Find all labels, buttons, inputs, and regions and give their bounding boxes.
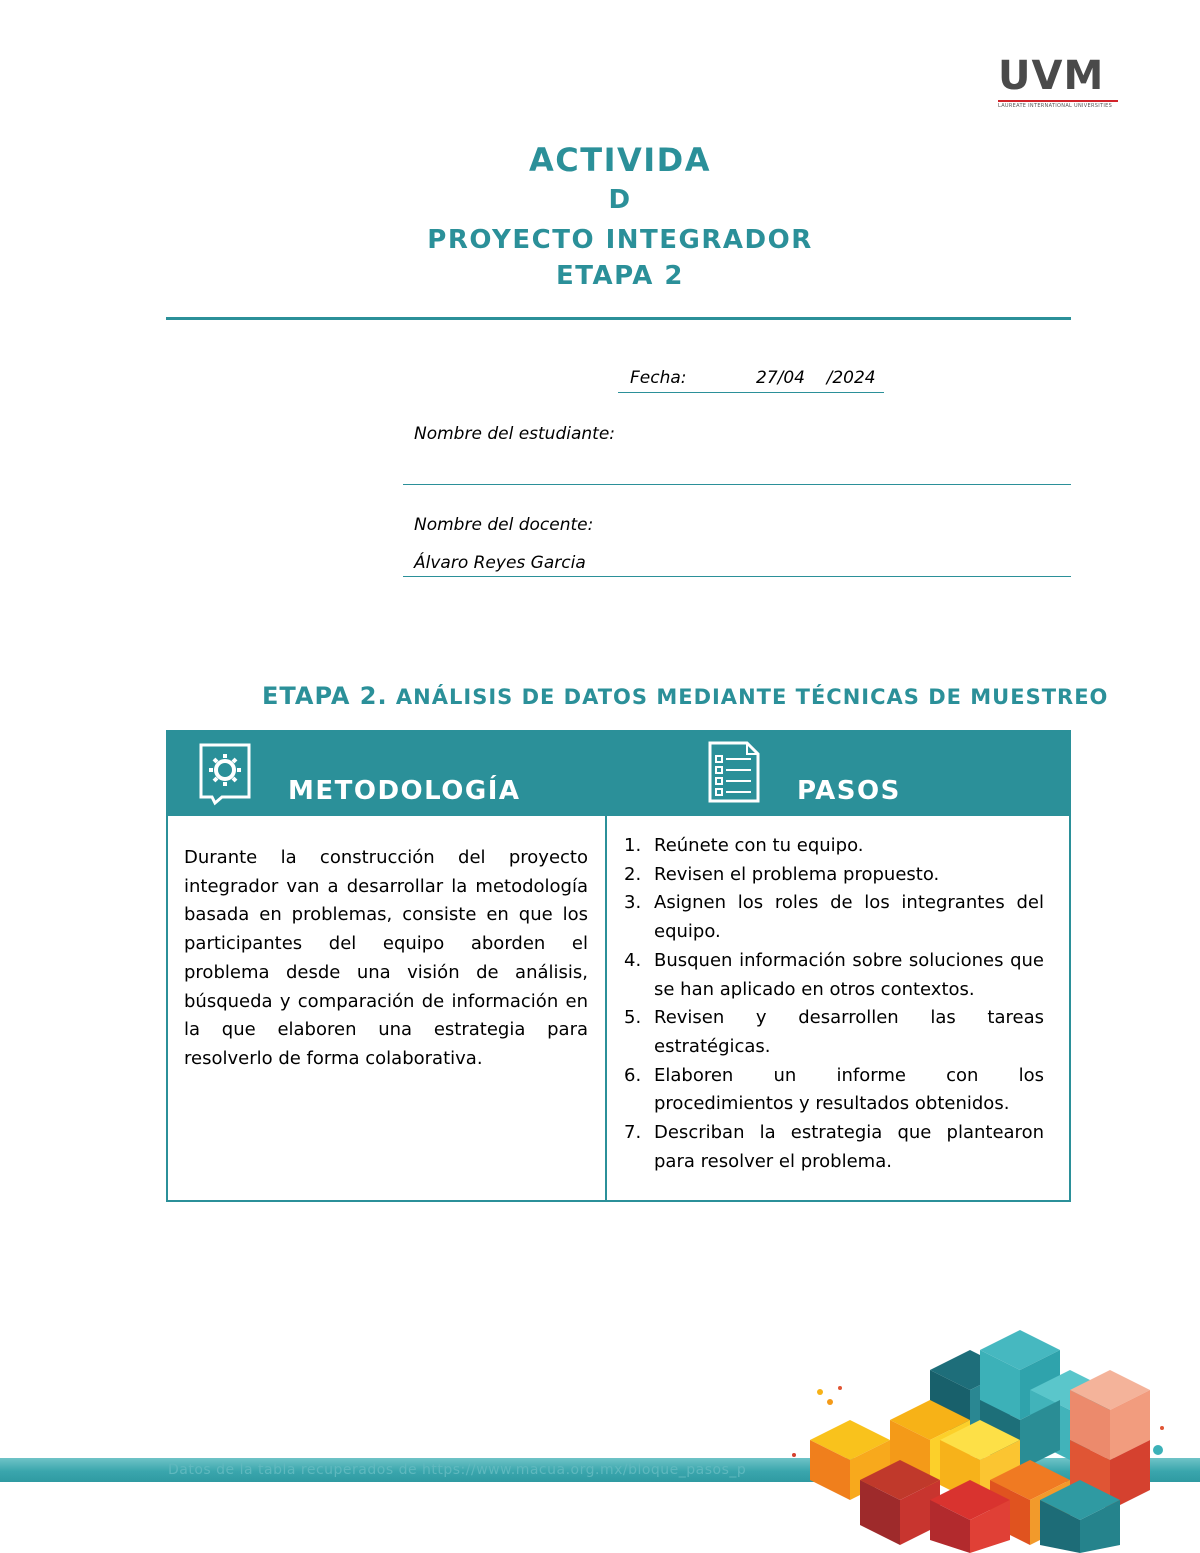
title-line-4: ETAPA 2 <box>555 261 685 291</box>
title-line-3: PROYECTO INTEGRADOR <box>427 225 813 255</box>
step-text: Revisen y desarrollen las tareas estratégicas. <box>654 1007 1044 1057</box>
step-item <box>624 1004 1044 1061</box>
step-item <box>624 947 1044 1004</box>
gear-document-icon <box>198 742 254 806</box>
fecha-label: Fecha: <box>630 368 687 388</box>
docente-line <box>403 576 1071 577</box>
step-number: 6. <box>624 1064 642 1086</box>
column-divider <box>605 816 607 1202</box>
logo-subtitle: LAUREATE INTERNATIONAL UNIVERSITIES <box>998 103 1113 109</box>
step-text: Describan la estrategia que plantearon para resolver el problema. <box>654 1122 1044 1172</box>
header-metodologia-label: METODOLOGÍA <box>288 776 521 806</box>
step-item <box>624 861 1044 890</box>
section-heading-prefix: ETAPA 2. <box>262 682 388 710</box>
step-text: Revisen el problema propuesto. <box>654 863 940 885</box>
uvm-logo <box>998 53 1122 109</box>
step-text: Elaboren un informe con los procedimientos y resultados obtenidos. <box>654 1064 1044 1115</box>
decorative-cubes-graphic <box>780 1330 1200 1553</box>
docente-name: Álvaro Reyes Garcia <box>414 553 586 573</box>
header-metodologia <box>168 732 605 816</box>
title-divider <box>166 317 1071 320</box>
step-item <box>624 832 1044 861</box>
logo-underline <box>998 100 1118 102</box>
methodology-table <box>166 730 1071 1202</box>
step-item <box>624 889 1044 946</box>
step-item <box>624 1119 1044 1176</box>
step-item <box>624 1062 1044 1119</box>
step-number: 7. <box>624 1122 642 1144</box>
section-heading <box>262 682 1108 710</box>
step-text: Asignen los roles de los integrantes del equipo. <box>654 892 1044 943</box>
step-text: Reúnete con tu equipo. <box>654 835 864 856</box>
logo-text: UVM <box>998 53 1105 99</box>
step-number: 5. <box>624 1007 642 1029</box>
methodology-text: Durante la construcción del proyecto integrador van a desarrollar la metodología basada en problemas, consiste en que los participantes del equipo aborden el problema desde una visión de análisis, búsqueda y comparación de información en la que elaboren una estrategia para resolverlo de forma colaborativa. <box>184 847 588 1069</box>
steps-list <box>624 832 1044 1176</box>
section-heading-text: ANÁLISIS DE DATOS MEDIANTE TÉCNICAS DE MUESTREO <box>395 685 1109 709</box>
fecha-field <box>618 368 884 393</box>
header-pasos <box>607 732 1071 816</box>
checklist-icon <box>707 740 761 804</box>
step-number: 4. <box>624 949 642 971</box>
estudiante-label: Nombre del estudiante: <box>414 424 616 444</box>
document-title <box>300 138 940 294</box>
step-number: 2. <box>624 863 642 885</box>
title-line-1: ACTIVIDA <box>529 141 711 179</box>
footer-faded-text: Datos de la tabla recuperados de https://www.macua.org.mx/bloque_pasos_p <box>168 1462 747 1478</box>
step-text: Busquen información sobre soluciones que se han aplicado en otros contextos. <box>654 949 1044 1000</box>
docente-label: Nombre del docente: <box>414 515 594 535</box>
header-pasos-label: PASOS <box>797 776 901 806</box>
table-header <box>168 732 1069 816</box>
step-number: 3. <box>624 892 642 914</box>
title-line-2: D <box>608 185 632 215</box>
step-number: 1. <box>624 835 642 856</box>
fecha-value: 27/04 /2024 <box>756 368 876 388</box>
estudiante-line <box>403 484 1071 485</box>
